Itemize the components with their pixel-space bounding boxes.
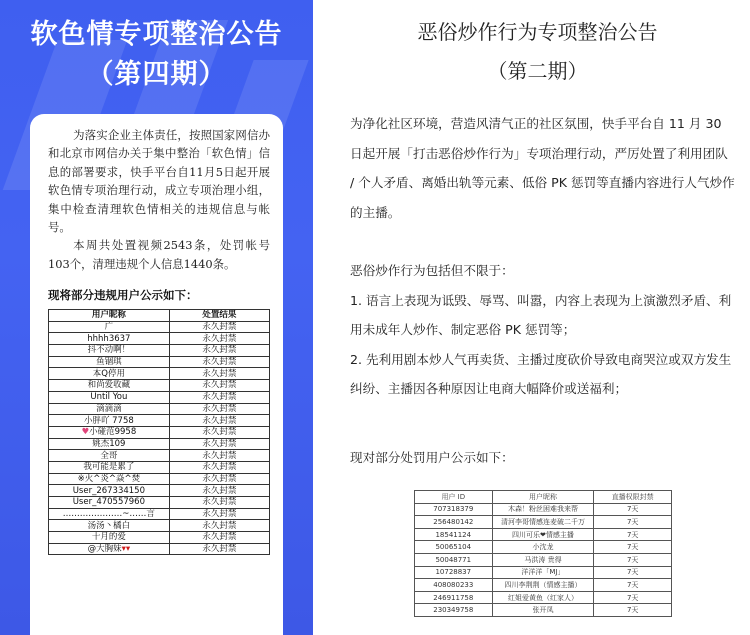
- user-nickname: 小沈龙: [492, 541, 594, 554]
- notice-title: 恶俗炒作行为专项整治公告: [417, 20, 658, 44]
- user-nickname: 鱼锢琪: [49, 356, 170, 368]
- table-row: [49, 321, 270, 333]
- ban-result: 永久封禁: [169, 321, 269, 333]
- table-row: [49, 415, 270, 427]
- user-id: 246911758: [415, 591, 493, 604]
- ban-duration: 7天: [594, 503, 672, 516]
- table-row: [415, 553, 672, 566]
- user-nickname-cell: [49, 543, 170, 555]
- table-row: [49, 497, 270, 509]
- notice-issue: （第二期）: [487, 59, 588, 83]
- notice-paragraph: 本周共处置视频2543条，处罚帐号103个，清理违规个人信息1440条。: [48, 238, 270, 271]
- ban-result: 永久封禁: [169, 532, 269, 544]
- ban-result: 永久封禁: [169, 426, 269, 438]
- table-row: [49, 391, 270, 403]
- column-header: 用户昵称: [492, 491, 594, 504]
- user-nickname: User_267334150: [49, 485, 170, 497]
- user-nickname: 马洪涛 贵得: [492, 553, 594, 566]
- table-row: [415, 528, 672, 541]
- user-nickname: 小碰范9958: [89, 427, 137, 438]
- table-row: [49, 508, 270, 520]
- user-nickname: 小胖吖 7758: [49, 415, 170, 427]
- user-nickname: 滴滴滴: [49, 403, 170, 415]
- ban-result: 永久封禁: [169, 380, 269, 392]
- ban-duration: 7天: [594, 528, 672, 541]
- column-header: 用户昵称: [49, 310, 170, 322]
- notice-body: [48, 126, 270, 273]
- ban-duration: 7天: [594, 541, 672, 554]
- user-nickname: 张开凤: [492, 604, 594, 617]
- right-notice-panel: [325, 0, 750, 635]
- ban-result: 永久封禁: [169, 438, 269, 450]
- table-row: [49, 403, 270, 415]
- panel-divider: [313, 0, 325, 635]
- ban-result: 永久封禁: [169, 333, 269, 345]
- table-header-row: [415, 491, 672, 504]
- table-row: [415, 591, 672, 604]
- ban-duration: 7天: [594, 553, 672, 566]
- user-nickname-cell: [49, 426, 170, 438]
- table-row: [415, 541, 672, 554]
- user-nickname: 红姐爱黄鱼（红家人）: [492, 591, 594, 604]
- user-nickname: 木森！粉丝困难我来帮: [492, 503, 594, 516]
- ban-result: 永久封禁: [169, 461, 269, 473]
- ban-result: 永久封禁: [169, 403, 269, 415]
- ban-result: 永久封禁: [169, 356, 269, 368]
- user-nickname: 和尚爱收藏: [49, 380, 170, 392]
- ban-result: 永久封禁: [169, 520, 269, 532]
- ban-result: 永久封禁: [169, 485, 269, 497]
- user-nickname: hhhh3637: [49, 333, 170, 345]
- table-row: [49, 368, 270, 380]
- ban-result: 永久封禁: [169, 497, 269, 509]
- notice-title: 软色情专项整治公告: [30, 19, 283, 50]
- user-nickname: 全哥: [49, 450, 170, 462]
- user-nickname: 十月的爱: [49, 532, 170, 544]
- user-nickname: 洋洋洋「MJ」: [492, 566, 594, 579]
- table-row: [49, 543, 270, 555]
- table-header-row: [49, 310, 270, 322]
- user-nickname: 姚杰109: [49, 438, 170, 450]
- behavior-item: 1. 语言上表现为诋毁、辱骂、叫嚣，内容上表现为上演激烈矛盾、利用未成年人炒作、制定恶俗 PK 惩罚等；: [350, 292, 732, 337]
- user-nickname: 汤汤丶橘白: [49, 520, 170, 532]
- user-id: 50048771: [415, 553, 493, 566]
- behavior-list-intro: 恶俗炒作行为包括但不限于：: [350, 263, 514, 278]
- user-id: 230349758: [415, 604, 493, 617]
- ban-duration: 7天: [594, 579, 672, 592]
- table-row: [415, 516, 672, 529]
- notice-paragraph: 为落实企业主体责任，按照国家网信办和北京市网信办关于集中整治「软色情」信息的部署要求，快手平台自11月5日起开展软色情专项治理行动，成立专项治理小组，集中检查清理软色情相关的违规信息与帐号。: [48, 128, 270, 235]
- table-row: [49, 438, 270, 450]
- table-row: [49, 333, 270, 345]
- table-row: [415, 579, 672, 592]
- table-row: [49, 345, 270, 357]
- behavior-list: [350, 256, 735, 404]
- user-nickname: 四川可乐❤情感主播: [492, 528, 594, 541]
- ban-result: 永久封禁: [169, 345, 269, 357]
- table-row: [49, 485, 270, 497]
- ban-result: 永久封禁: [169, 368, 269, 380]
- ban-result: 永久封禁: [169, 450, 269, 462]
- table-row: [49, 450, 270, 462]
- user-nickname: 清河李哥情感连麦破二千万: [492, 516, 594, 529]
- publish-label: 现对部分处罚用户公示如下：: [350, 450, 514, 465]
- column-header: 处置结果: [169, 310, 269, 322]
- user-id: 50065104: [415, 541, 493, 554]
- publish-label: 现将部分违规用户公示如下：: [48, 288, 198, 302]
- user-id: 18541124: [415, 528, 493, 541]
- table-row: [49, 426, 270, 438]
- ban-result: 永久封禁: [169, 391, 269, 403]
- ban-result: 永久封禁: [169, 473, 269, 485]
- ban-duration: 7天: [594, 604, 672, 617]
- user-nickname: 广: [49, 321, 170, 333]
- violation-users-table: [48, 309, 270, 555]
- table-row: [49, 461, 270, 473]
- table-row: [49, 380, 270, 392]
- ban-duration: 7天: [594, 566, 672, 579]
- user-nickname: 我可能是累了: [49, 461, 170, 473]
- ban-result: 永久封禁: [169, 543, 269, 555]
- user-nickname: Until You: [49, 391, 170, 403]
- ban-duration: 7天: [594, 591, 672, 604]
- punished-users-table: [414, 490, 672, 617]
- notice-issue: （第四期）: [86, 59, 227, 90]
- ban-result: 永久封禁: [169, 415, 269, 427]
- column-header: 用户 ID: [415, 491, 493, 504]
- ban-result: 永久封禁: [169, 508, 269, 520]
- column-header: 直播权限封禁: [594, 491, 672, 504]
- gift-icon: ▾▾: [121, 544, 131, 555]
- user-id: 408080233: [415, 579, 493, 592]
- table-row: [49, 520, 270, 532]
- user-nickname: @大胸妹: [87, 544, 122, 555]
- behavior-item: 2. 先利用剧本炒人气再卖货、主播过度砍价导致电商哭泣或双方发生纠纷、主播因各种原因让电商大幅降价或送福利；: [350, 351, 732, 396]
- user-id: 10728837: [415, 566, 493, 579]
- table-row: [49, 532, 270, 544]
- table-row: [415, 604, 672, 617]
- heart-icon: ♥: [81, 427, 90, 438]
- notice-paragraph: 为净化社区环境，营造风清气正的社区氛围，快手平台自 11 月 30 日起开展「打击恶俗炒作行为」专项治理行动，严厉处置了利用团队 / 个人矛盾、离婚出轨等元素、低俗 PK 惩罚等直播内容进行人气炒作的主播。: [350, 116, 735, 220]
- user-id: 707318379: [415, 503, 493, 516]
- table-row: [415, 566, 672, 579]
- user-nickname: 四川李荆荆（情感主播）: [492, 579, 594, 592]
- user-nickname: ※火^炎^焱^焚: [49, 473, 170, 485]
- user-nickname: 本Q停用: [49, 368, 170, 380]
- user-nickname: …………………~……言: [49, 508, 170, 520]
- ban-duration: 7天: [594, 516, 672, 529]
- table-row: [49, 356, 270, 368]
- user-nickname: User_470557960: [49, 497, 170, 509]
- table-row: [415, 503, 672, 516]
- user-nickname: 抖不动啊！: [49, 345, 170, 357]
- user-id: 256480142: [415, 516, 493, 529]
- table-row: [49, 473, 270, 485]
